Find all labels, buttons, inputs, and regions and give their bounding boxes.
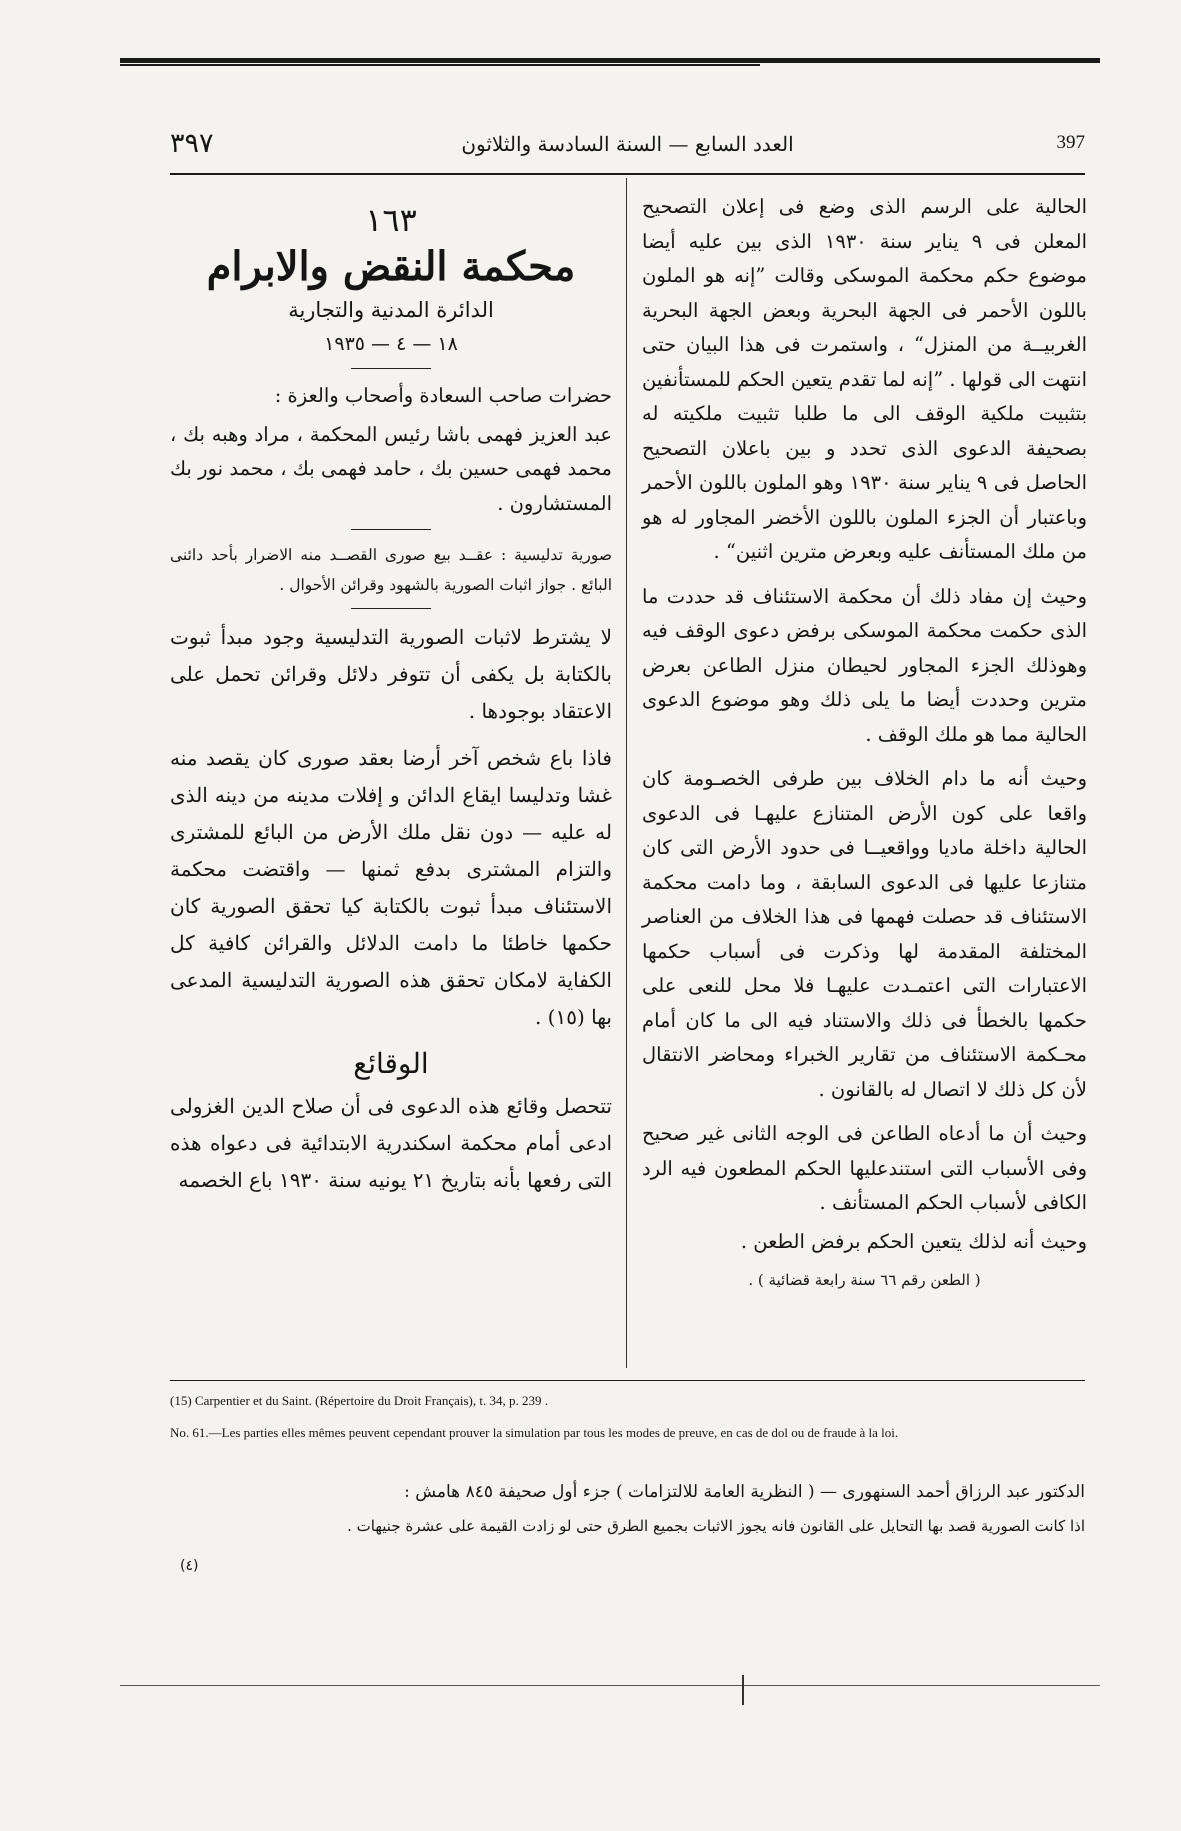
footnote-15: (15) Carpentier et du Saint. (Répertoire du Droit Français), t. 34, p. 239 . [170, 1393, 548, 1408]
left-column [170, 200, 612, 1203]
footnote-rule [170, 1380, 1085, 1381]
bench-names: عبد العزيز فهمى باشا رئيس المحكمة ، مراد وهبه بك ، محمد فهمى حسين بك ، حامد فهمى بك ، محمد نور بك المستشارون . [170, 422, 612, 515]
paragraph: وحيث إن مفاد ذلك أن محكمة الاستئناف قد حددت ما الذى حكمت محكمة الموسكى برفض دعوى الوقف فيه وهوذلك الجزء المجاور لحيطان منزل الطاعن بعرض مترين وحددت أيضا ما يلى ذلك وهو موضوع الدعوى الحالية مما هو ملك الوقف . [642, 584, 1087, 746]
holding-paragraph: فاذا باع شخص آخر أرضا بعقد صورى كان يقصد منه غشا وتدليسا ايقاع الدائن و إفلات مدينه من دينه الذى له عليه — دون نقل ملك الأرض من البائع للمشترى والتزام المشترى بدفع ثمنها — واقتضت محكمة الاستئناف مبدأ ثبوت بالكتابة كيا تحقق الصورية كان حكمها خاطئا ما دامت الدلائل والقرائن كافية كل الكفاية لامكان تحقق هذه الصورية التدليسية المدعى بها (١٥) . [170, 746, 612, 1029]
paragraph: وحيث أنه ما دام الخلاف بين طرفى الخصـومة كان واقعا على كون الأرض المتنازع عليهـا فى الدعوى الحالية داخلة ماديا وواقعيــا فى حدود الأرض التى كان متنازعا عليها فى الدعوى السابقة ، وما دامت محكمة الاستئناف قد حصلت فهمها فى هذا الخلاف من العناصر المختلفة المقدمة لها وذكرت فى أسباب حكمها الاعتبارات التى اعتمـدت عليهـا فلا محل للنعى على حكمها بالخطأ فى ذلك والاستناد فيه الى ما كان أمام محـكمة الاستئناف من تقارير الخبراء ومحاضر الانتقال لأن كل ذلك لا اتصال له بالقانون . [642, 767, 1087, 1101]
page-number-latin: 397 [1056, 132, 1085, 153]
signature-mark: (٤) [180, 1558, 199, 1574]
appeal-reference: ( الطعن رقم ٦٦ سنة رابعة قضائية ) . [748, 1271, 981, 1289]
bottom-scan-tick [742, 1675, 744, 1705]
bottom-scan-line [120, 1685, 1100, 1686]
court-title: محكمة النقض والابرام [206, 243, 576, 290]
short-rule [351, 529, 431, 530]
footnote-no61: No. 61.—Les parties elles mêmes peuvent cependant prouver la simulation par tous les modes de preuve, en cas de dol ou de fraude à la loi. [170, 1425, 899, 1440]
short-rule [351, 608, 431, 609]
top-scan-band [120, 58, 1100, 63]
header-rule [170, 173, 1085, 175]
paragraph: الحالية على الرسم الذى وضع فى إعلان التصحيح المعلن فى ٩ يناير سنة ١٩٣٠ الذى بين عليه أيضا موضوع حكم محكمة الموسكى وقالت ”إنه هو الملون باللون الأحمر فى الجهة البحرية وبعض الجهة البحرية الغربيــة من المنزل“ ، واستمرت فى هذا البيان حتى انتهت الى قولها . ”إنه لما تقدم يتعين الحكم للمستأنفين بتثبيت ملكية الوقف الى ما طلبا تثبيت ملكيته له بصحيفة الدعوى الذى تحدد و بين باعلان التصحيح الحاصل فى ٩ يناير سنة ١٩٣٠ وهو الملون باللون الأحمر وباعتبار أن الجزء الملون باللون الأخضر المجاور له هو من ملك المستأنف عليه وبعرض مترين اثنين“ . [642, 195, 1088, 563]
top-scan-band-thin [120, 64, 760, 66]
paragraph: وحيث أنه لذلك يتعين الحكم برفض الطعن . [740, 1229, 1087, 1253]
footnote-arabic-citation: الدكتور عبد الرزاق أحمد السنهورى — ( النظرية العامة للالتزامات ) جزء أول صحيفة ٨٤٥ هامش : [404, 1482, 1085, 1502]
circuit-name: الدائرة المدنية والتجارية [288, 298, 494, 322]
bench-intro: حضرات صاحب السعادة وأصحاب والعزة : [274, 384, 612, 407]
facts-paragraph: تتحصل وقائع هذه الدعوى فى أن صلاح الدين الغزولى ادعى أمام محكمة اسكندرية الابتدائية فى دعواه هذه التى رفعها بأنه بتاريخ ٢١ يونيه سنة ١٩٣٠ باع الخصمه [170, 1094, 612, 1192]
case-number: ١٦٣ [365, 201, 417, 239]
facts-heading: الوقائع [353, 1047, 429, 1080]
page-header [170, 128, 1085, 164]
summary: صورية تدليسية : عقــد بيع صورى القصــد منه الاضرار بأحد دائنى البائع . جواز اثبات الصورية بالشهود وقرائن الأحوال . [170, 546, 612, 594]
judgment-date: ١٨ — ٤ — ١٩٣٥ [324, 333, 458, 355]
column-divider [626, 178, 627, 1368]
footnote-arabic-text: اذا كانت الصورية قصد بها التحايل على القانون فانه يجوز الاثبات بجميع الطرق حتى لو زادت القيمة على عشرة جنيهات . [347, 1517, 1085, 1535]
page-number-arabic: ٣٩٧ [170, 128, 214, 159]
running-head: العدد السابع — السنة السادسة والثلاثون [461, 132, 794, 156]
holding-paragraph: لا يشترط لاثبات الصورية التدليسية وجود مبدأ ثبوت بالكتابة بل يكفى أن تتوفر دلائل وقرائن تحمل على الاعتقاد بوجودها . [170, 625, 612, 723]
paragraph: وحيث أن ما أدعاه الطاعن فى الوجه الثانى غير صحيح وفى الأسباب التى استندعليها الحكم المطعون فيه الرد الكافى لأسباب الحكم المستأنف . [642, 1122, 1087, 1214]
right-column [642, 190, 1087, 1302]
short-rule [351, 368, 431, 369]
